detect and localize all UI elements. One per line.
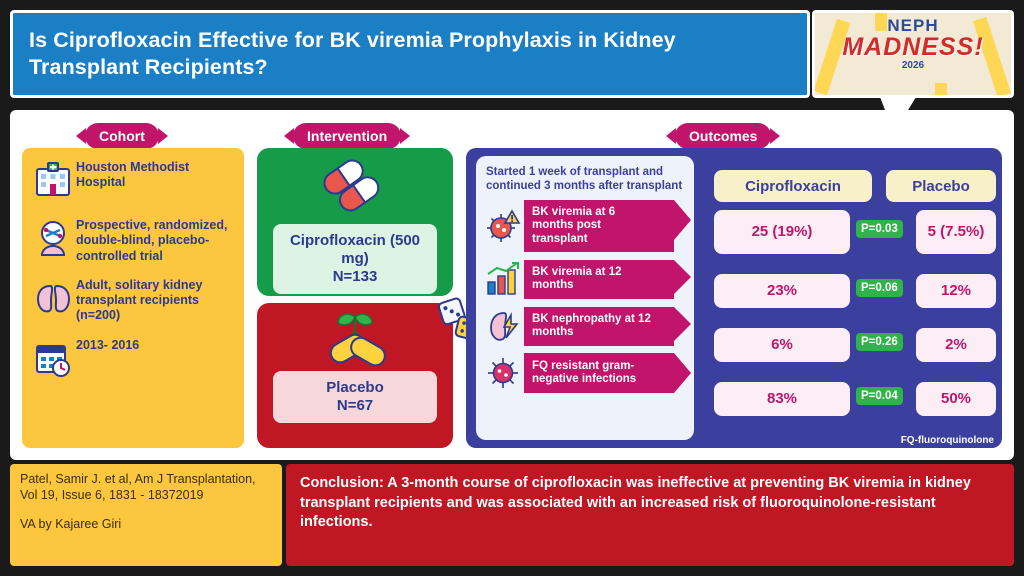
outcome-label: BK viremia at 6 months post transplant xyxy=(524,200,674,253)
outcome-row xyxy=(482,306,688,346)
logo-year-text: 2026 xyxy=(901,59,925,71)
treatment-name: Ciprofloxacin (500 mg) xyxy=(289,232,421,267)
outcomes-footnote: FQ-fluoroquinolone xyxy=(900,435,994,446)
cohort-item-label: Adult, solitary kidney transplant recipients (n=200) xyxy=(76,277,203,323)
pvalue-row2: P=0.06 xyxy=(856,279,903,297)
value-placebo-row4: 50% xyxy=(916,382,996,416)
outcome-row xyxy=(482,353,688,393)
section-header-cohort: Cohort xyxy=(85,123,159,149)
treatment-arm-label xyxy=(273,224,437,294)
treatment-n: N=133 xyxy=(332,268,378,285)
nephmadness-logo xyxy=(812,10,1014,98)
pvalue-row3: P=0.26 xyxy=(856,333,903,351)
citation-credit: VA by Kajaree Giri xyxy=(20,517,122,532)
study-design-icon xyxy=(30,216,76,262)
logo-neph-text: NEPH xyxy=(887,16,939,35)
control-arm-card xyxy=(257,303,453,448)
protocol-note: Started 1 week of transplant and continued 3 months after transplant xyxy=(486,166,683,193)
section-header-intervention: Intervention xyxy=(293,123,401,149)
kidney-lightning-icon xyxy=(482,306,524,346)
pvalue-row4: P=0.04 xyxy=(856,387,903,405)
column-header-placebo: Placebo xyxy=(886,170,996,202)
outcomes-panel xyxy=(466,148,1002,448)
value-cipro-row4: 83% xyxy=(714,382,850,416)
herbal-placebo-icon xyxy=(312,311,398,374)
cohort-item xyxy=(30,336,236,382)
citation-reference: Patel, Samir J. et al, Am J Transplantation, Vol 19, Issue 6, 1831 - 18372019 xyxy=(20,472,256,502)
value-cipro-row3: 6% xyxy=(714,328,850,362)
control-n: N=67 xyxy=(336,397,374,414)
virus-alert-icon xyxy=(482,206,524,246)
main-content-card xyxy=(10,110,1014,460)
logo-madness-text: MADNESS! xyxy=(842,33,984,61)
bar-chart-icon xyxy=(482,259,524,299)
cohort-item-label: Houston Methodist Hospital xyxy=(76,160,190,190)
outcome-row xyxy=(482,259,688,299)
outcome-row xyxy=(482,200,688,253)
citation-block xyxy=(10,464,282,566)
value-placebo-row3: 2% xyxy=(916,328,996,362)
conclusion-block: Conclusion: A 3-month course of ciprofloxacin was ineffective at preventing BK viremia in kidney transplant recipients and was associated with an increased risk of fluoroquinolone-resistant infections. xyxy=(286,464,1014,566)
cohort-item xyxy=(30,216,236,264)
calendar-icon xyxy=(30,336,76,382)
control-arm-label xyxy=(273,371,437,423)
cohort-item xyxy=(30,276,236,324)
page-title: Is Ciprofloxacin Effective for BK viremia Prophylaxis in Kidney Transplant Recipients? xyxy=(29,28,676,79)
outcome-label: BK viremia at 12 months xyxy=(524,260,674,299)
cohort-item-label: 2013- 2016 xyxy=(76,337,140,352)
cohort-item-label: Prospective, randomized, double-blind, placebo-controlled trial xyxy=(76,218,228,263)
control-name: Placebo xyxy=(326,379,384,396)
value-placebo-row2: 12% xyxy=(916,274,996,308)
outcome-label: BK nephropathy at 12 months xyxy=(524,307,674,346)
cohort-panel xyxy=(22,148,244,448)
title-banner xyxy=(10,10,810,98)
outcome-label: FQ resistant gram-negative infections xyxy=(524,353,674,393)
cohort-item xyxy=(30,158,236,204)
pvalue-row1: P=0.03 xyxy=(856,220,903,238)
outcomes-list xyxy=(476,156,694,440)
section-header-outcomes: Outcomes xyxy=(675,123,771,149)
capsule-pills-icon xyxy=(312,158,398,223)
kidney-icon xyxy=(30,276,76,322)
column-header-ciprofloxacin: Ciprofloxacin xyxy=(714,170,872,202)
value-placebo-row1: 5 (7.5%) xyxy=(916,210,996,254)
value-cipro-row1: 25 (19%) xyxy=(714,210,850,254)
treatment-arm-card xyxy=(257,148,453,296)
hospital-icon xyxy=(30,158,76,204)
value-cipro-row2: 23% xyxy=(714,274,850,308)
intervention-panel xyxy=(257,148,453,448)
bacteria-icon xyxy=(482,353,524,393)
